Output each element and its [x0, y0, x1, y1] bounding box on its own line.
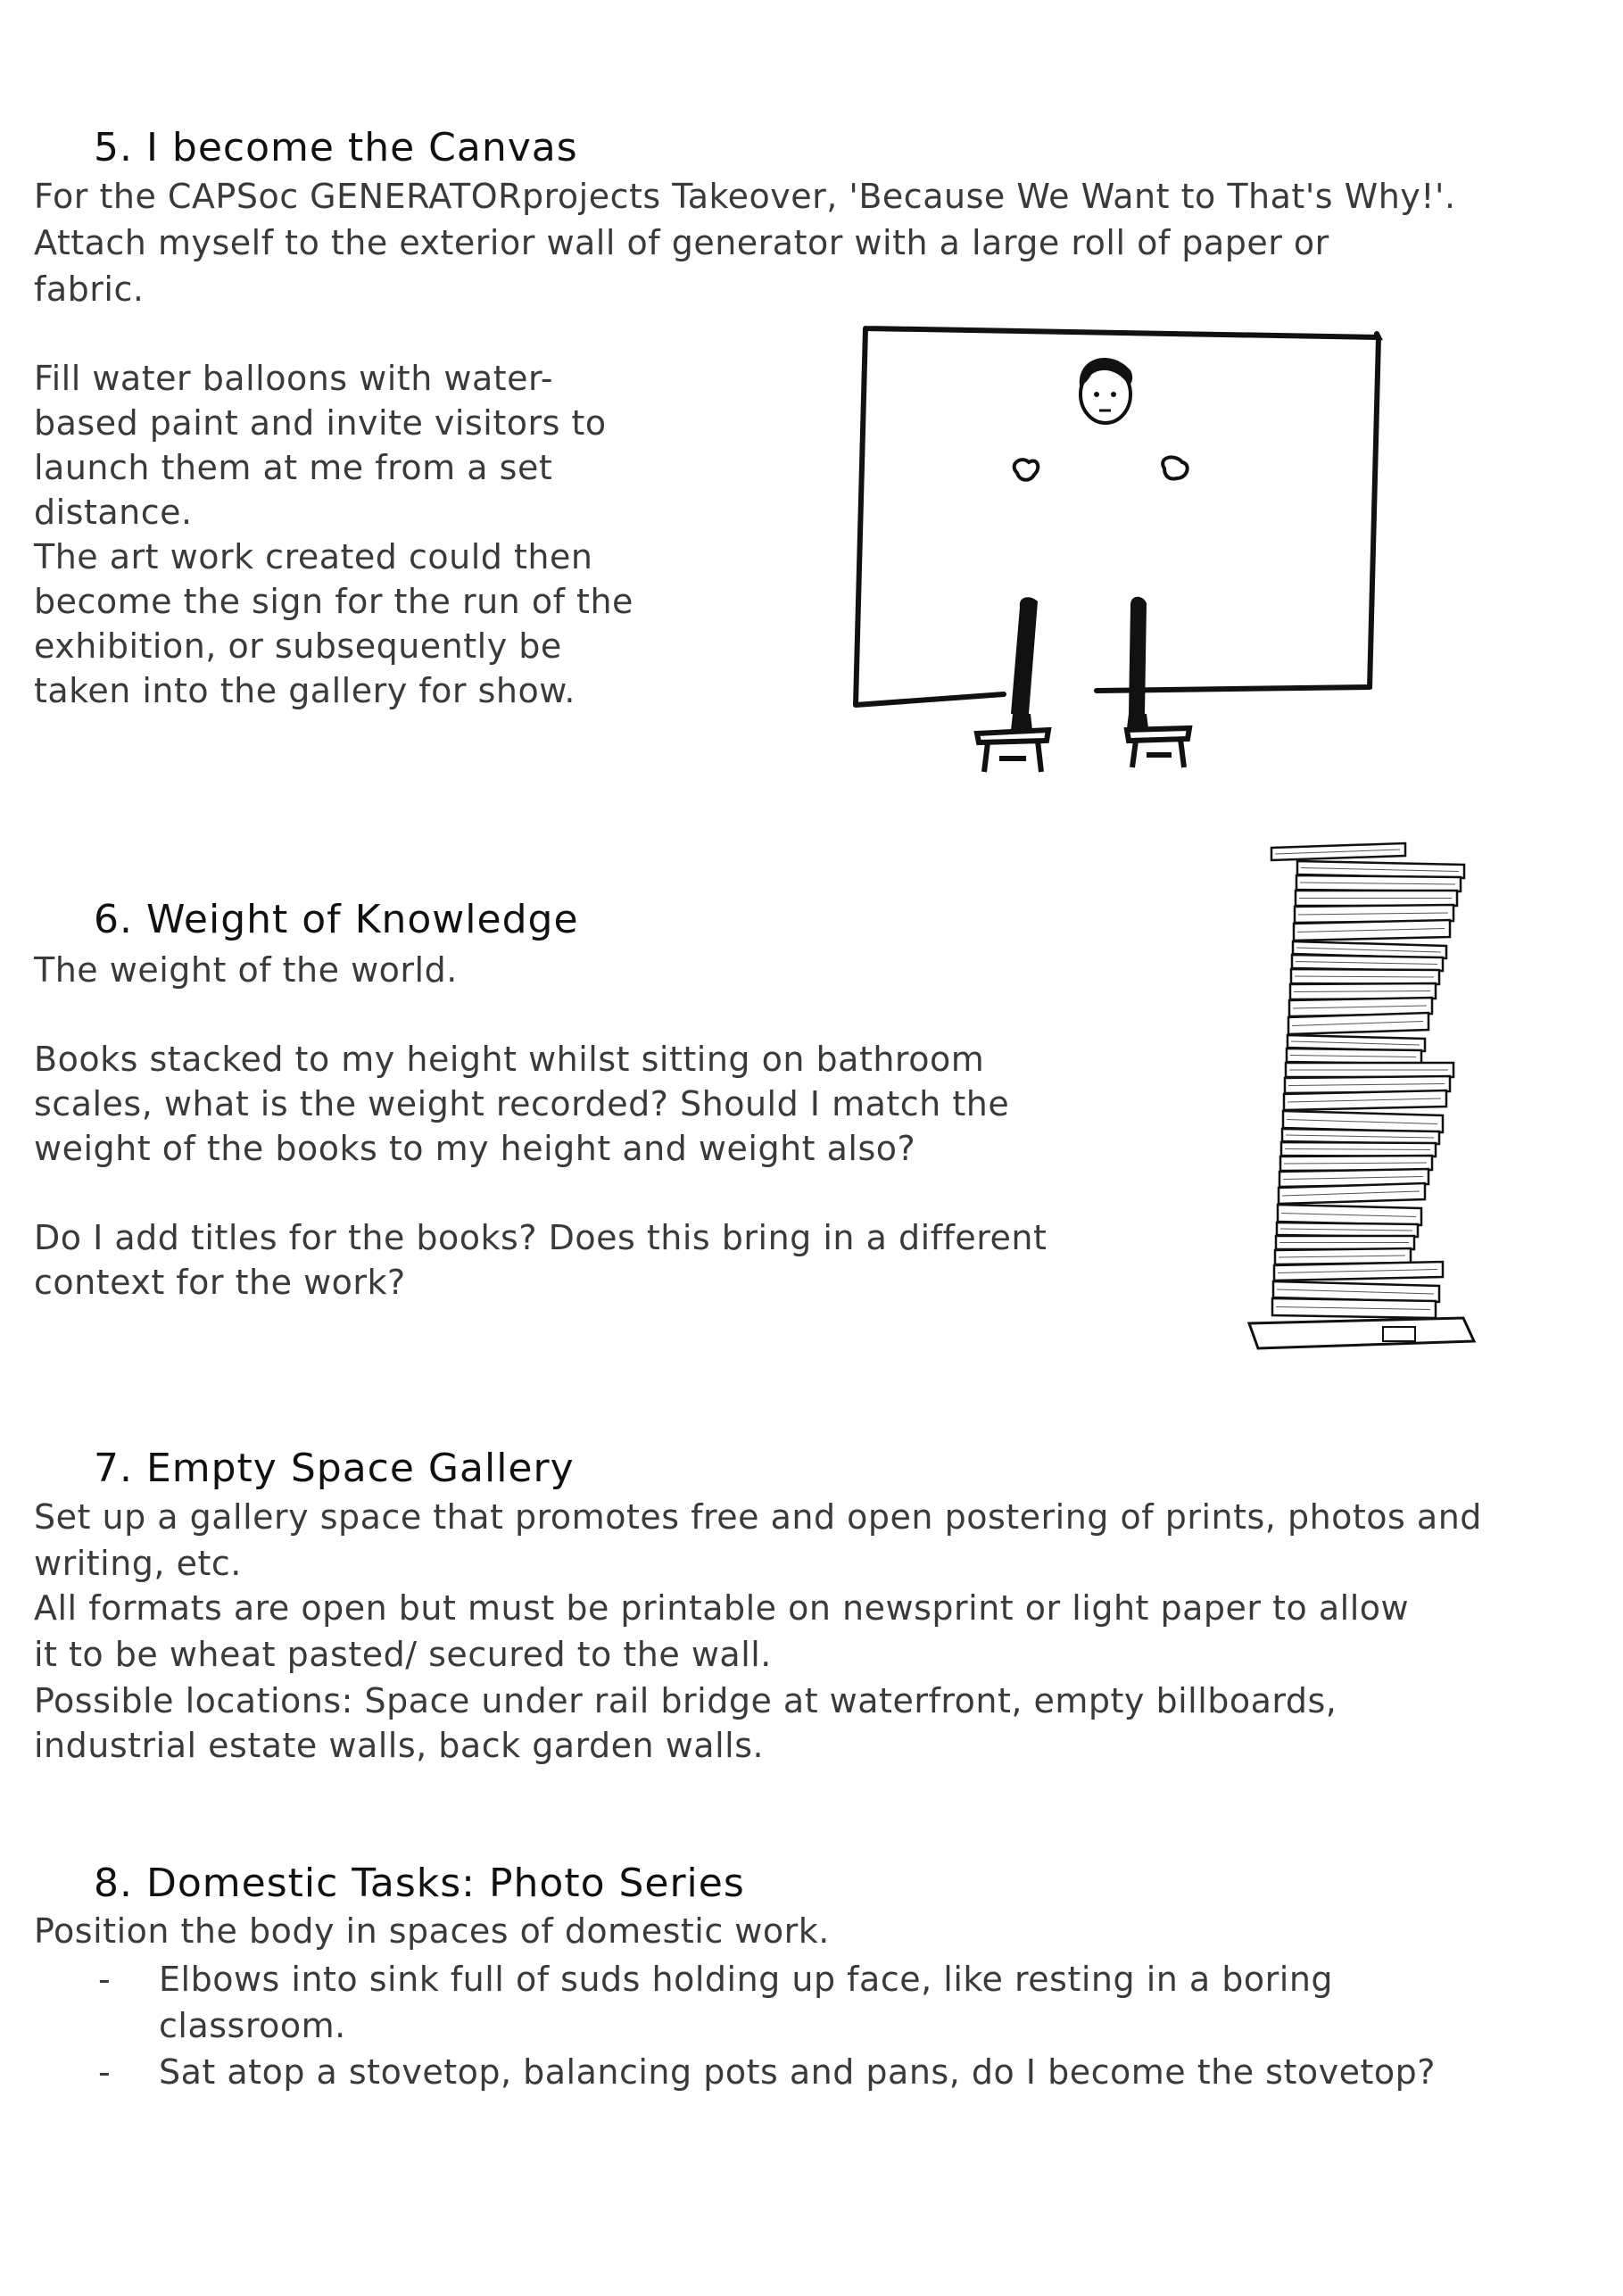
section-7-line-6: industrial estate walls, back garden walls. — [34, 1726, 765, 1765]
section-5-body-line-4: distance. — [34, 493, 193, 532]
section-6-heading: 6. Weight of Knowledge — [94, 897, 579, 942]
section-8-bullet-1-cont: classroom. — [159, 2006, 346, 2045]
section-7-line-4: it to be wheat pasted/ secured to the wall. — [34, 1635, 772, 1674]
section-5-body-line-3: launch them at me from a set — [34, 448, 553, 487]
bullet-dash: - — [98, 2052, 111, 2092]
section-7-line-1: Set up a gallery space that promotes free and open postering of prints, photos and — [34, 1497, 1482, 1537]
section-5-body-line-8: taken into the gallery for show. — [34, 671, 576, 710]
section-5-line-2: Attach myself to the exterior wall of generator with a large roll of paper or — [34, 223, 1329, 262]
person-on-canvas-drawing — [843, 321, 1396, 785]
section-5-body-line-1: Fill water balloons with water- — [34, 359, 553, 398]
section-8-line-1: Position the body in spaces of domestic work. — [34, 1911, 830, 1951]
scale-display — [1383, 1327, 1415, 1341]
section-7-heading: 7. Empty Space Gallery — [94, 1446, 575, 1491]
section-7-line-3: All formats are open but must be printable on newsprint or light paper to allow — [34, 1588, 1410, 1628]
section-8-heading: 8. Domestic Tasks: Photo Series — [94, 1861, 745, 1906]
book-stack-on-scale-drawing — [1240, 830, 1486, 1410]
section-8-bullet-1: Elbows into sink full of suds holding up face, like resting in a boring — [159, 1960, 1334, 1999]
section-5-line-3: fabric. — [34, 269, 145, 309]
section-6-line-8: context for the work? — [34, 1263, 406, 1302]
section-6-line-4: scales, what is the weight recorded? Should I match the — [34, 1084, 1010, 1123]
section-6-line-7: Do I add titles for the books? Does this bring in a different — [34, 1218, 1047, 1257]
section-6-line-3: Books stacked to my height whilst sitting on bathroom — [34, 1040, 985, 1079]
section-5-line-1: For the CAPSoc GENERATORprojects Takeover, 'Because We Want to That's Why!'. — [34, 177, 1456, 216]
section-6-line-5: weight of the books to my height and weight also? — [34, 1129, 916, 1168]
section-5-body-line-5: The art work created could then — [34, 537, 593, 576]
section-8-bullet-2: Sat atop a stovetop, balancing pots and pans, do I become the stovetop? — [159, 2052, 1436, 2092]
section-5-body-line-6: become the sign for the run of the — [34, 582, 633, 621]
section-6-line-1: The weight of the world. — [34, 950, 458, 990]
bathroom-scale — [1249, 1318, 1474, 1348]
section-5-heading: 5. I become the Canvas — [94, 125, 578, 170]
section-7-line-2: writing, etc. — [34, 1544, 242, 1583]
section-5-body-line-2: based paint and invite visitors to — [34, 403, 607, 443]
bullet-dash: - — [98, 1960, 111, 1999]
section-7-line-5: Possible locations: Space under rail bridge at waterfront, empty billboards, — [34, 1681, 1337, 1720]
section-5-body-line-7: exhibition, or subsequently be — [34, 626, 562, 666]
